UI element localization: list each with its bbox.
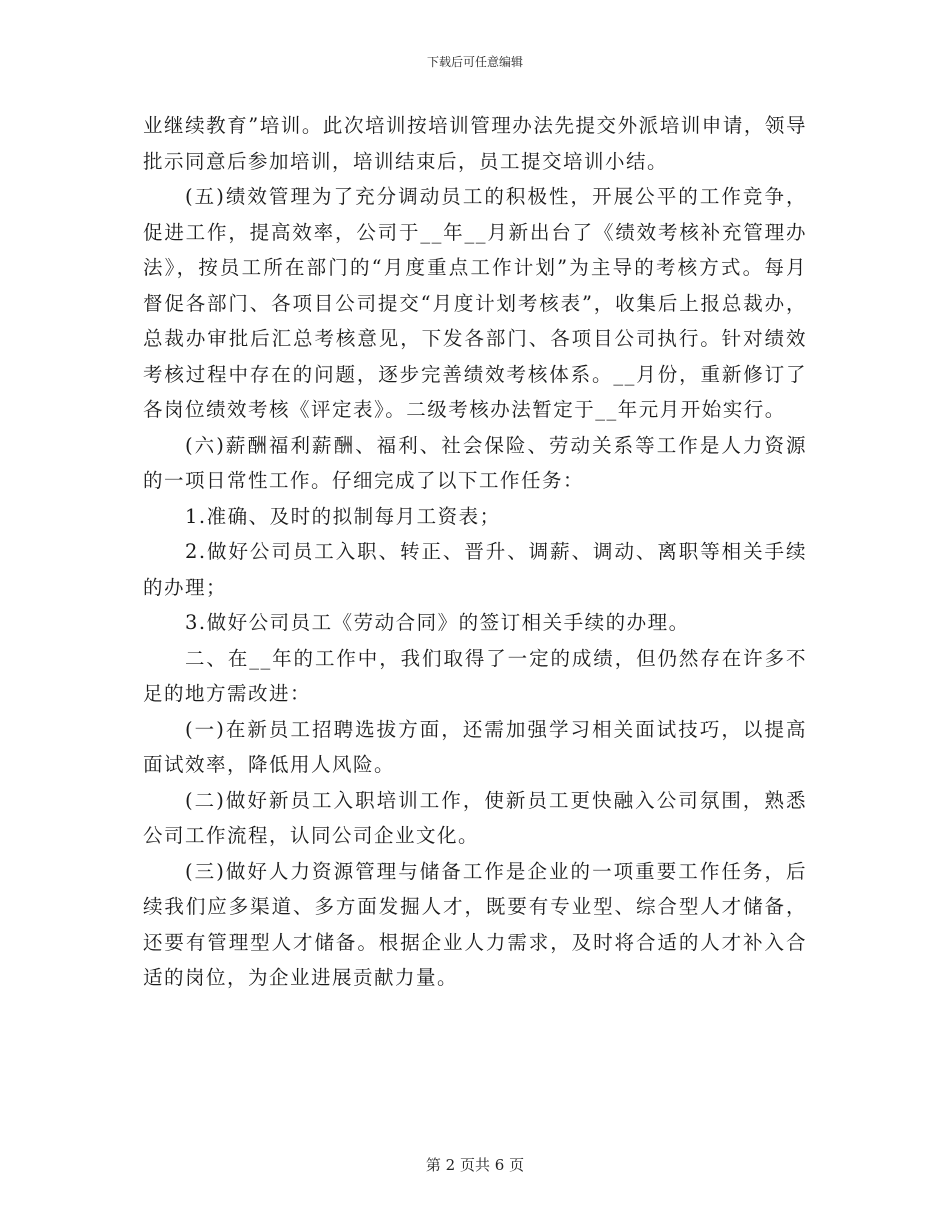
page-footer: 第 2 页共 6 页 [425,1156,525,1174]
paragraph-1: 业继续教育”培训。此次培训按培训管理办法先提交外派培训申请，领导批示同意后参加培训，培训结束后，员工提交培训小结。 [143,114,807,173]
paragraph-7: 二、在__年的工作中，我们取得了一定的成绩，但仍然存在许多不足的地方需改进： [143,646,807,705]
paragraph-3: (六)薪酬福利薪酬、福利、社会保险、劳动关系等工作是人力资源的一项日常性工作。仔细完成了以下工作任务： [143,433,807,492]
page-header: 下载后可任意编辑 [426,55,523,69]
paragraph-9: (二)做好新员工入职培训工作，使新员工更快融入公司氛围，熟悉公司工作流程，认同公司企业文化。 [143,788,807,847]
paragraph-4: 1.准确、及时的拟制每月工资表； [185,504,501,528]
paragraph-5: 2.做好公司员工入职、转正、晋升、调薪、调动、离职等相关手续的办理； [143,540,807,599]
paragraph-2: (五)绩效管理为了充分调动员工的积极性，开展公平的工作竞争，促进工作，提高效率，公司于__年__月新出台了《绩效考核补充管理办法》，按员工所在部门的“月度重点工作计划”为主导的考核方式。每月督促各部门、各项目公司提交“月度计划考核表”，收集后上报总裁办，总裁办审批后汇总考核意见，下发各部门、各项目公司执行。针对绩效考核过程中存在的问题，逐步完善绩效考核体系。__月份，重新修订了各岗位绩效考核《评定表》。二级考核办法暂定于__年元月开始实行。 [143,185,807,421]
paragraph-10: (三)做好人力资源管理与储备工作是企业的一项重要工作任务，后续我们应多渠道、多方面发掘人才，既要有专业型、综合型人才储备，还要有管理型人才储备。根据企业人力需求，及时将合适的人才补入合适的岗位，为企业进展贡献力量。 [143,859,807,989]
paragraph-8: (一)在新员工招聘选拔方面，还需加强学习相关面试技巧，以提高面试效率，降低用人风险。 [143,717,807,776]
document-body [143,108,807,996]
paragraph-6: 3.做好公司员工《劳动合同》的签订相关手续的办理。 [185,611,690,634]
